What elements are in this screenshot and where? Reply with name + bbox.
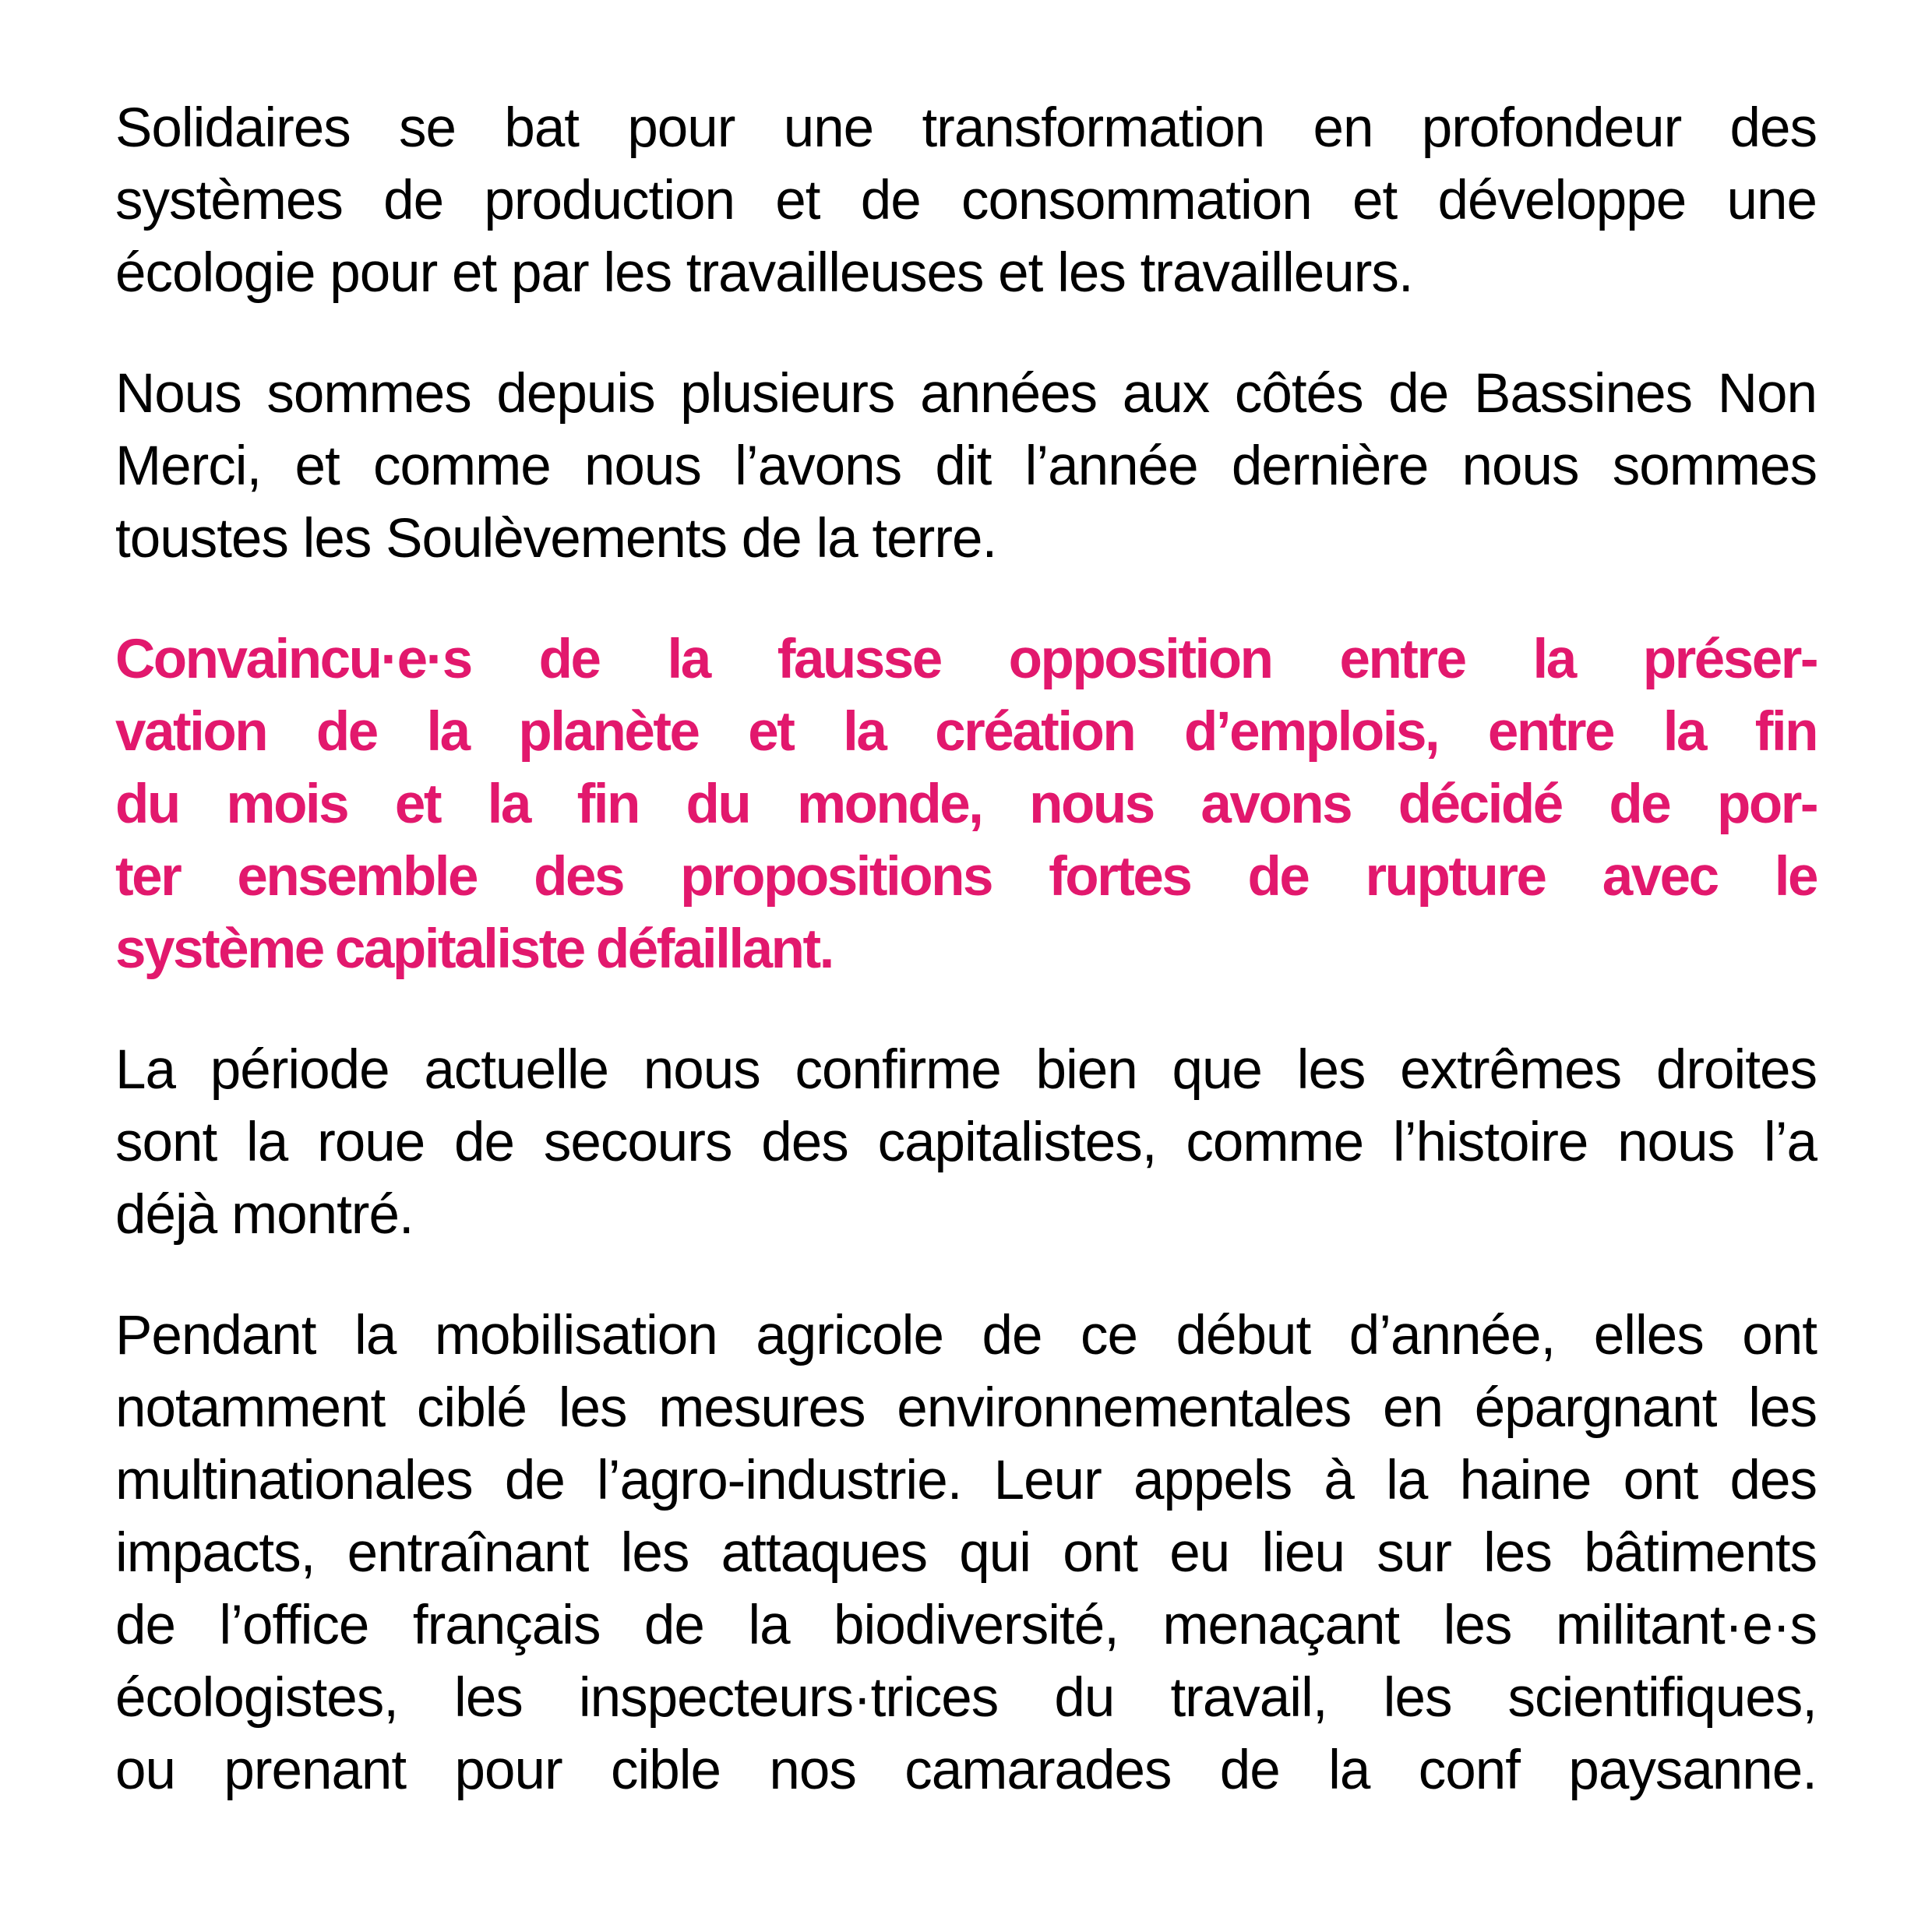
paragraph-conviction-highlight [115, 623, 1817, 985]
text-line: du mois et la fin du monde, nous avons décidé de por- [115, 774, 1817, 835]
paragraph-bassines-non-merci [115, 358, 1817, 575]
text-line: système capitaliste défaillant. [115, 918, 833, 980]
text-line: notamment ciblé les mesures environnementales en épargnant les [115, 1377, 1817, 1439]
text-line: Solidaires se bat pour une transformation en profondeur des [115, 97, 1817, 159]
text-line: Nous sommes depuis plusieurs années aux côtés de Bassines Non [115, 363, 1817, 425]
paragraph-intro-solidaires [115, 92, 1817, 309]
text-line: toustes les Soulèvements de la terre. [115, 508, 997, 569]
text-line: Pendant la mobilisation agricole de ce début d’année, elles ont [115, 1305, 1817, 1366]
text-line: Merci, et comme nous l’avons dit l’année dernière nous sommes [115, 435, 1817, 497]
text-line: sont la roue de secours des capitalistes, comme l’histoire nous l’a [115, 1112, 1817, 1173]
text-line: écologistes, les inspecteurs·trices du travail, les scientifiques, [115, 1667, 1817, 1729]
text-line: impacts, entraînant les attaques qui ont eu lieu sur les bâtiments [115, 1522, 1817, 1584]
text-line: multinationales de l’agro-industrie. Leur appels à la haine ont des [115, 1450, 1817, 1511]
paragraph-extremes-droites [115, 1034, 1817, 1251]
text-column [115, 92, 1817, 1855]
text-line: vation de la planète et la création d’emplois, entre la fin [115, 701, 1817, 763]
text-line: écologie pour et par les travailleuses et les travailleurs. [115, 242, 1413, 304]
text-line: ter ensemble des propositions fortes de rupture avec le [115, 846, 1817, 908]
paragraph-mobilisation-agricole [115, 1299, 1817, 1807]
text-line: de l’office français de la biodiversité, menaçant les militant·e·s [115, 1595, 1817, 1656]
text-line: systèmes de production et de consommation et développe une [115, 170, 1817, 231]
text-line: ou prenant pour cible nos camarades de la conf paysanne. [115, 1740, 1817, 1801]
text-line: La période actuelle nous confirme bien que les extrêmes droites [115, 1039, 1817, 1101]
text-line: déjà montré. [115, 1184, 414, 1246]
text-line: Convaincu·e·s de la fausse opposition entre la préser- [115, 629, 1817, 690]
